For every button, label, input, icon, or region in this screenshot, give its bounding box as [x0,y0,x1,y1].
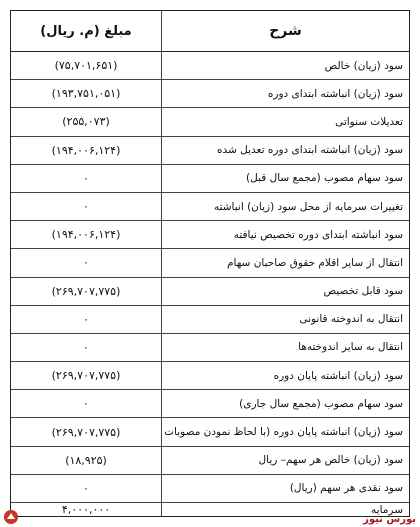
table-row [11,361,409,389]
row-amount: (۱۹۴,۰۰۶,۱۲۴) [51,143,121,157]
table-row [11,305,409,333]
row-amount: (۱۸,۹۲۵) [65,453,107,467]
row-amount: ۰ [83,256,89,270]
financial-table [10,10,410,517]
table-header [11,11,409,52]
row-amount: ۰ [83,312,89,326]
table-row [11,277,409,305]
header-amount: مبلغ (م. ریال) [40,23,132,39]
table-row [11,107,409,135]
table-row [11,248,409,276]
table-row [11,52,409,79]
table-row [11,79,409,107]
table-row [11,192,409,220]
table-row [11,333,409,361]
row-description: سود (زیان) انباشته ابتدای دوره [161,80,409,107]
row-description: سود (زیان) انباشته پایان دوره [161,362,409,389]
row-amount: (۱۹۳,۷۵۱,۰۵۱) [51,87,121,101]
logo-icon [3,509,19,525]
row-description: تعدیلات سنواتی [161,108,409,135]
row-description: انتقال به اندوخته قانونی [161,306,409,333]
row-amount: (۲۵۵,۰۷۳) [62,115,110,129]
table-row [11,502,409,516]
row-amount: ۰ [83,397,89,411]
row-amount: (۲۶۹,۷۰۷,۷۷۵) [51,369,121,383]
row-description: سود (زیان) انباشته ابتدای دوره تعدیل شده [161,137,409,164]
row-description: سود سهام مصوب (مجمع سال جاری) [161,390,409,417]
table-row [11,389,409,417]
row-amount: (۷۵,۷۰۱,۶۵۱) [54,59,118,73]
row-amount: ۰ [83,481,89,495]
table-row [11,220,409,248]
row-description: انتقال از سایر اقلام حقوق صاحبان سهام [161,249,409,276]
row-amount: ۰ [83,340,89,354]
row-description: سود سهام مصوب (مجمع سال قبل) [161,165,409,192]
row-description: انتقال به سایر اندوخته‌ها [161,334,409,361]
header-description: شرح [161,11,409,51]
table-body [11,52,409,516]
table-row [11,164,409,192]
table-row [11,474,409,502]
row-amount: (۲۶۹,۷۰۷,۷۷۵) [51,425,121,439]
row-amount: (۱۹۴,۰۰۶,۱۲۴) [51,228,121,242]
row-description: سود قابل تخصیص [161,278,409,305]
row-description: تغییرات سرمایه از محل سود (زیان) انباشته [161,193,409,220]
row-description: سود (زیان) خالص هر سهم– ریال [161,447,409,474]
row-description: سرمایه [161,503,409,516]
row-amount: ۰ [83,171,89,185]
row-description: سود انباشته ابتدای دوره تخصیص نیافته [161,221,409,248]
row-description: سود (زیان) خالص [161,52,409,79]
table-row [11,417,409,445]
table-row [11,136,409,164]
row-description: سود نقدی هر سهم (ریال) [161,475,409,502]
watermark: بورس نیوز [363,514,416,525]
table-row [11,446,409,474]
row-description: سود (زیان) انباشته پایان دوره (با لحاظ نمودن مصوبات [161,418,409,445]
row-amount: (۲۶۹,۷۰۷,۷۷۵) [51,284,121,298]
row-amount: ۴,۰۰۰,۰۰۰ [61,503,111,516]
row-amount: ۰ [83,200,89,214]
